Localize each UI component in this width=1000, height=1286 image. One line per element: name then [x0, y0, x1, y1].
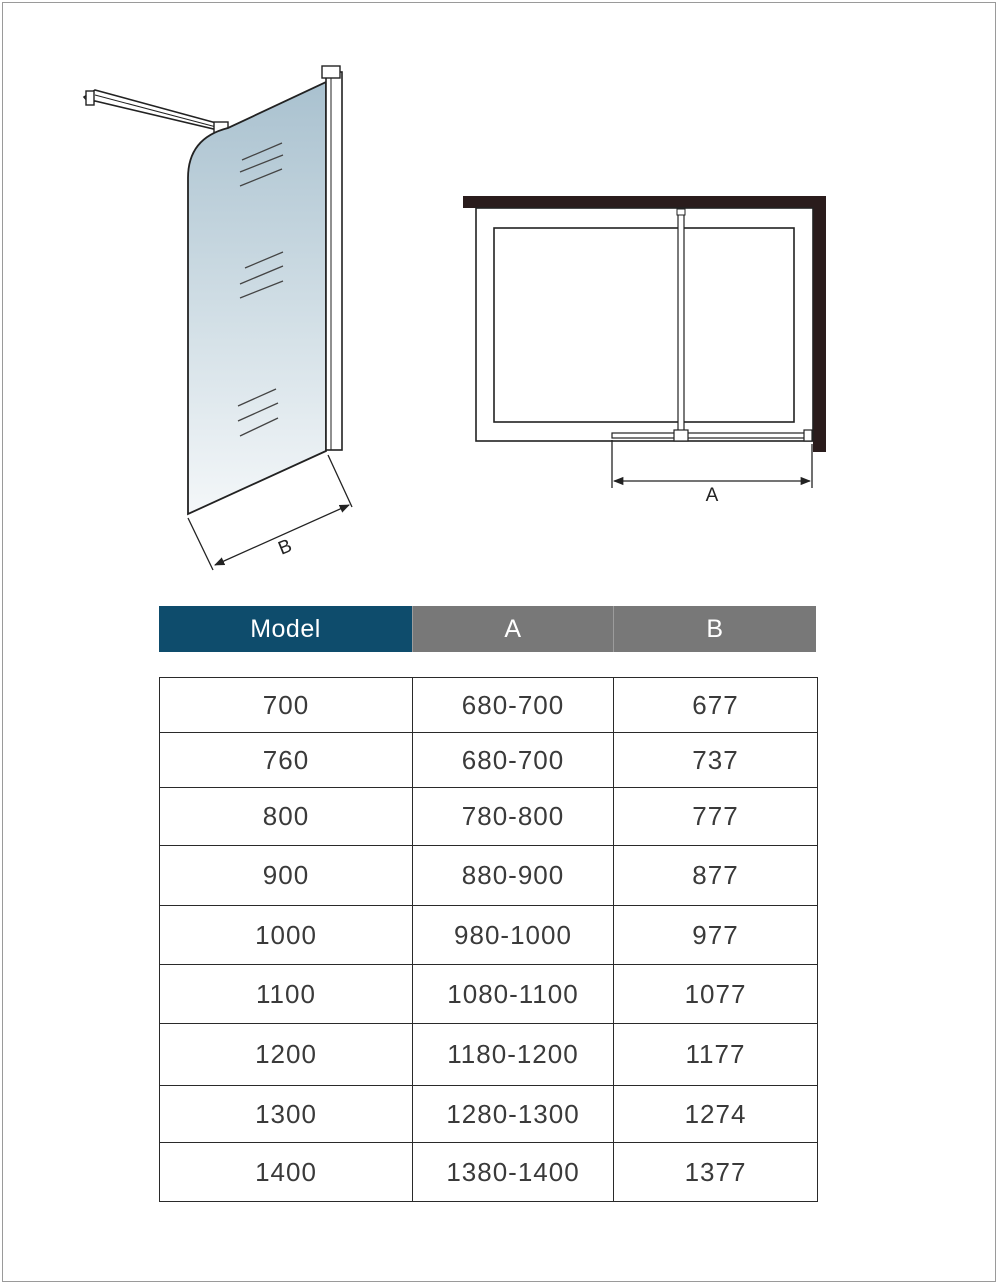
model-cell: 700	[160, 678, 413, 733]
model-cell: 1000	[160, 906, 413, 965]
dimension-a-label: A	[705, 485, 719, 506]
plan-view	[463, 196, 826, 506]
a-cell: 980-1000	[413, 906, 614, 965]
a-cell: 1380-1400	[413, 1143, 614, 1202]
back-wall	[463, 196, 826, 208]
model-cell: 1400	[160, 1143, 413, 1202]
b-cell: 777	[614, 788, 818, 846]
b-cell: 677	[614, 678, 818, 733]
table-row	[160, 733, 818, 788]
shower-screen-drawings	[0, 0, 1000, 600]
a-cell: 880-900	[413, 846, 614, 906]
stabiliser-bar	[84, 90, 228, 134]
table-row	[160, 788, 818, 846]
dimension-a	[612, 440, 812, 506]
plan-stabiliser-bar	[677, 209, 685, 433]
glass-panel	[188, 82, 326, 514]
tray-outer	[476, 208, 813, 441]
table-row	[160, 846, 818, 906]
b-cell: 1177	[614, 1024, 818, 1086]
a-cell: 680-700	[413, 678, 614, 733]
table-header	[159, 606, 816, 652]
b-cell: 877	[614, 846, 818, 906]
model-cell: 760	[160, 733, 413, 788]
a-cell: 780-800	[413, 788, 614, 846]
plan-glass-panel	[612, 430, 812, 441]
model-cell: 900	[160, 846, 413, 906]
b-cell: 1377	[614, 1143, 818, 1202]
a-cell: 1180-1200	[413, 1024, 614, 1086]
b-cell: 1077	[614, 965, 818, 1024]
table-row	[160, 1024, 818, 1086]
side-wall	[813, 196, 826, 452]
a-cell: 1080-1100	[413, 965, 614, 1024]
table-row	[160, 906, 818, 965]
b-cell: 1274	[614, 1086, 818, 1143]
model-cell: 1300	[160, 1086, 413, 1143]
model-cell: 1200	[160, 1024, 413, 1086]
b-cell: 977	[614, 906, 818, 965]
a-cell: 1280-1300	[413, 1086, 614, 1143]
table-row	[160, 1143, 818, 1202]
header-a: A	[412, 606, 613, 652]
tray-inner	[494, 228, 794, 422]
dimension-b-label: B	[275, 535, 296, 560]
header-b: B	[613, 606, 816, 652]
header-model: Model	[159, 606, 412, 652]
a-cell: 680-700	[413, 733, 614, 788]
table-row	[160, 678, 818, 733]
table-row	[160, 965, 818, 1024]
b-cell: 737	[614, 733, 818, 788]
table-row	[160, 1086, 818, 1143]
perspective-view	[84, 66, 352, 570]
model-cell: 1100	[160, 965, 413, 1024]
model-cell: 800	[160, 788, 413, 846]
size-table	[159, 677, 818, 1202]
